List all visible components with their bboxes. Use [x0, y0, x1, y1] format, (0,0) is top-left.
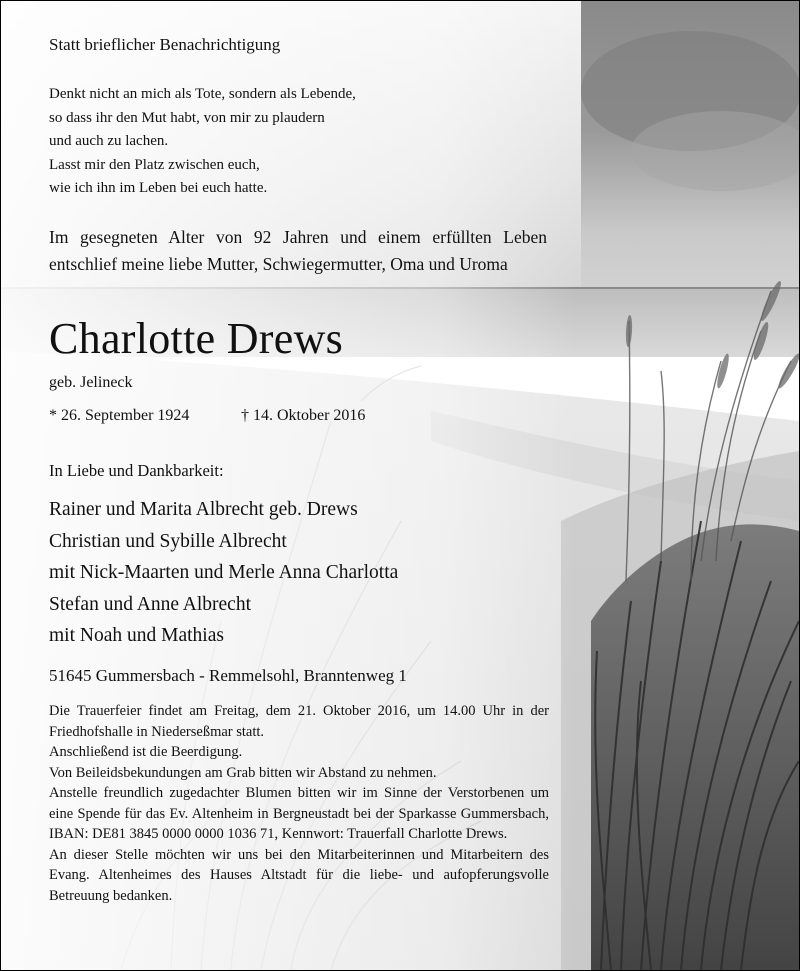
death-date: † 14. Oktober 2016 [241, 407, 366, 424]
poem-line: so dass ihr den Mut habt, von mir zu plaudern [49, 109, 325, 126]
poem-line: Denkt nicht an mich als Tote, sondern als Lebende, [49, 86, 356, 102]
intro-line: Statt brieflicher Benachrichtigung [49, 35, 281, 54]
family-member-line: Stefan und Anne Albrecht [49, 593, 251, 615]
family-member-line: Christian und Sybille Albrecht [49, 530, 287, 552]
details-paragraph: Anstelle freundlich zugedachter Blumen bitten wir im Sinne der Verstorbenen um eine Spende für das Ev. Altenheim in Bergneustadt bei der Sparkasse Gummersbach, IBAN: DE81 3845 0000 0000 1036 71, Kennwort: Trauerfall Charlotte Drews. [49, 785, 549, 842]
deceased-name: Charlotte Drews [49, 314, 344, 363]
birth-name: geb. Jelineck [49, 374, 133, 391]
poem-line: wie ich ihn im Leben bei euch hatte. [49, 180, 268, 196]
poem-line: Lasst mir den Platz zwischen euch, [49, 156, 260, 173]
family-member-line: mit Noah und Mathias [49, 625, 224, 646]
family-list [49, 494, 398, 652]
details-paragraph: Anschließend ist die Beerdigung. [49, 744, 243, 760]
details-paragraph: Die Trauerfeier findet am Freitag, dem 21. Oktober 2016, um 14.00 Uhr in der Friedhofshalle in Niederseßmar statt. [49, 703, 549, 740]
family-member-line: mit Nick-Maarten und Merle Anna Charlotta [49, 562, 399, 583]
announcement: Im gesegneten Alter von 92 Jahren und einem erfüllten Leben entschlief meine liebe Mutter, Schwiegermutter, Oma und Uroma [49, 227, 547, 274]
details-paragraph: Von Beileidsbekundungen am Grab bitten wir Abstand zu nehmen. [49, 764, 437, 781]
address: 51645 Gummersbach - Remmelsohl, Branntenweg 1 [49, 666, 407, 685]
gratitude-line: In Liebe und Dankbarkeit: [49, 461, 224, 480]
details-paragraph: An dieser Stelle möchten wir uns bei den Mitarbeiterinnen und Mitarbeitern des Evang. Altenheimes des Hauses Altstadt für die liebe- und aufopferungsvolle Betreuung bedanken. [49, 846, 549, 904]
funeral-details [49, 701, 549, 906]
family-member-line: Rainer und Marita Albrecht geb. Drews [49, 499, 358, 520]
birth-date: * 26. September 1924 [49, 407, 190, 424]
poem [49, 83, 469, 201]
poem-line: und auch zu lachen. [49, 133, 169, 149]
